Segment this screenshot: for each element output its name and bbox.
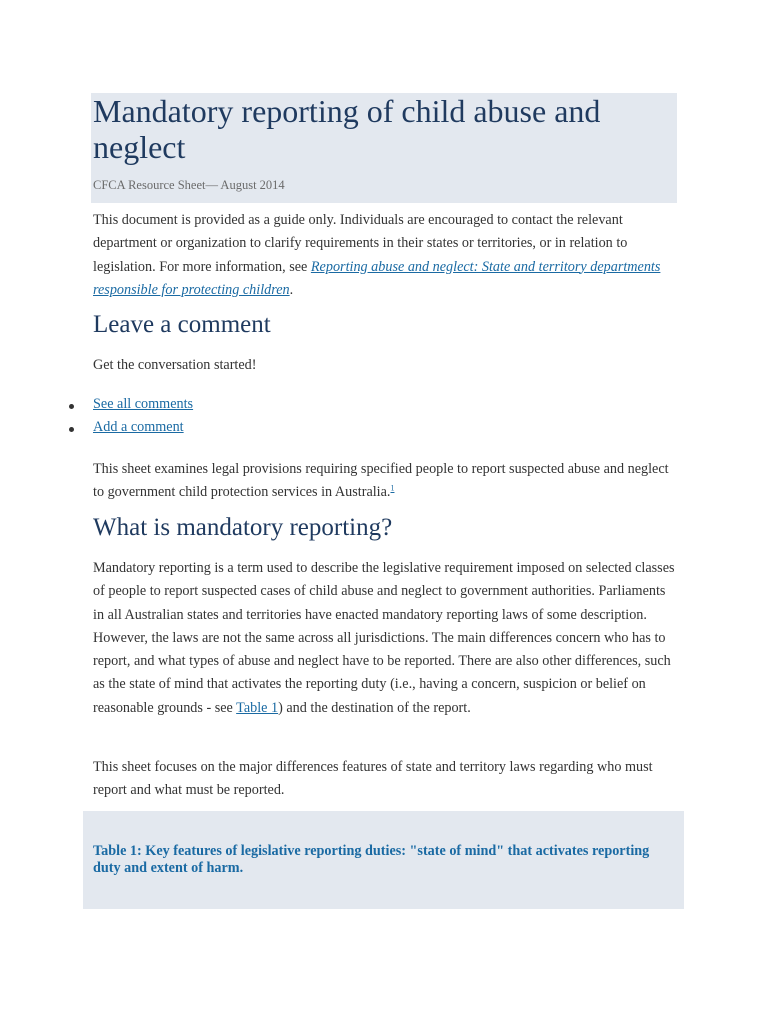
state-departments-link[interactable]: Reporting abuse and neglect: State and territory departments responsible for protecting children <box>93 258 661 298</box>
list-item <box>0 419 300 439</box>
intro-text: This document is provided as a guide only. Individuals are encouraged to contact the relevant department or organization to clarify requirements in their states or territories, or in relation to legislation. For more information, see <box>93 212 628 275</box>
see-all-comments-link[interactable]: See all comments <box>93 396 194 412</box>
add-comment-link[interactable]: Add a comment <box>93 419 184 435</box>
bullet-icon <box>69 427 74 432</box>
resource-sheet-date: CFCA Resource Sheet— August 2014 <box>93 178 285 192</box>
table-1-link[interactable]: Table 1 <box>236 699 279 716</box>
footnote-link[interactable]: 1 <box>390 483 395 493</box>
comment-prompt: Get the conversation started! <box>93 357 257 373</box>
mandatory-reporting-paragraph <box>93 557 678 720</box>
list-item <box>0 396 300 416</box>
table-caption: Table 1: Key features of legislative reporting duties: "state of mind" that activates reporting duty and extent of harm. <box>93 843 650 876</box>
paragraph-text-b: ) and the destination of the report. <box>278 699 471 716</box>
intro-end: . <box>289 281 294 298</box>
focus-paragraph: This sheet focuses on the major differences features of state and territory laws regarding who must report and what must be reported. <box>93 759 653 799</box>
leave-comment-heading: Leave a comment <box>93 311 271 338</box>
bullet-icon <box>69 404 74 409</box>
sheet-intro-paragraph <box>93 458 678 505</box>
paragraph-text-a: Mandatory reporting is a term used to describe the legislative requirement imposed on selected classes of people to report suspected cases of child abuse and neglect to government authorities. Parliaments in all Australian states and territories have enacted mandatory reporting laws of some description. However, the laws are not the same across all jurisdictions. The main differences concern who has to report, and what types of abuse and neglect have to be reported. There are also other differences, such as the state of mind that activates the reporting duty (i.e., having a concern, suspicion or belief on reasonable grounds - see <box>93 560 675 716</box>
intro-paragraph <box>93 209 678 302</box>
mandatory-reporting-heading: What is mandatory reporting? <box>93 514 393 541</box>
sheet-intro-text: This sheet examines legal provisions requiring specified people to report suspected abuse and neglect to government child protection services in Australia. <box>93 461 669 501</box>
page-title: Mandatory reporting of child abuse and neglect <box>93 93 601 165</box>
